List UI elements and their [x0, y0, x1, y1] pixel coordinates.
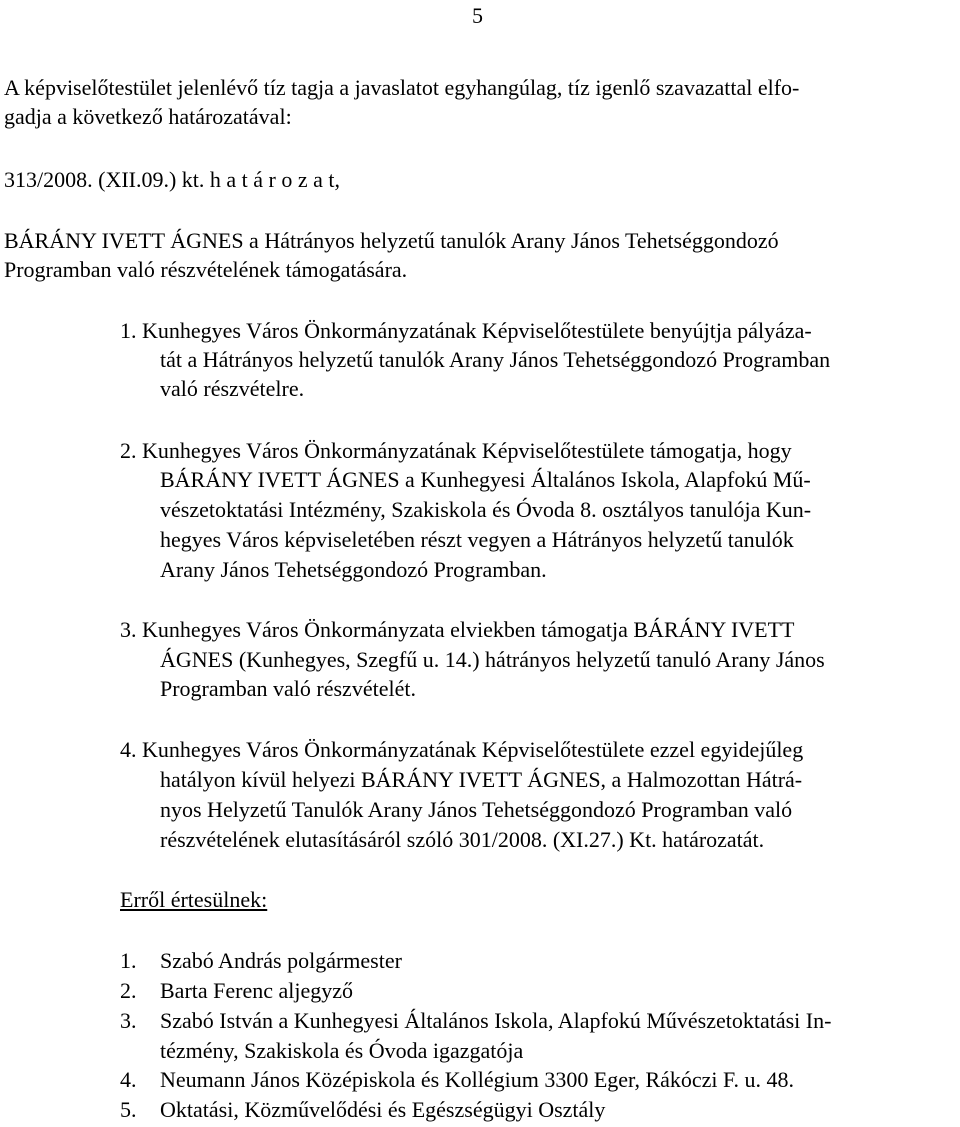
- item-3-line-2: ÁGNES (Kunhegyes, Szegfű u. 14.) hátrányos helyzetű tanuló Arany János: [160, 647, 825, 672]
- item-4-line-1: 4. Kunhegyes Város Önkormányzatának Képviselőtestülete ezzel egyidejűleg: [120, 737, 804, 762]
- recipient-2-text: Barta Ferenc aljegyző: [160, 978, 354, 1003]
- item-2-line-3: vészetoktatási Intézmény, Szakiskola és Óvoda 8. osztályos tanulója Kun-: [160, 497, 812, 522]
- recipient-1-number: 1.: [120, 948, 137, 973]
- recipient-5-number: 5.: [120, 1097, 137, 1122]
- recipient-1-text: Szabó András polgármester: [160, 948, 402, 973]
- subject-line-2: Programban való részvételének támogatására.: [4, 257, 408, 282]
- item-4-line-3: nyos Helyzetű Tanulók Arany János Tehetséggondozó Programban való: [160, 797, 793, 822]
- recipient-3-text-line-1: Szabó István a Kunhegyesi Általános Iskola, Alapfokú Művészetoktatási In-: [160, 1008, 832, 1033]
- item-1-line-2: tát a Hátrányos helyzetű tanulók Arany János Tehetséggondozó Programban: [160, 347, 831, 372]
- intro-line-1: [4, 73, 954, 103]
- page-number: 5: [472, 3, 483, 28]
- item-2-line-1: 2. Kunhegyes Város Önkormányzatának Képviselőtestülete támogatja, hogy: [120, 438, 792, 463]
- recipient-3-number: 3.: [120, 1008, 137, 1033]
- recipient-5-text: Oktatási, Közművelődési és Egészségügyi Osztály: [160, 1097, 606, 1122]
- item-1-line-1: 1. Kunhegyes Város Önkormányzatának Képviselőtestülete benyújtja pályáza-: [120, 318, 812, 343]
- item-4-line-4: részvételének elutasításáról szóló 301/2008. (XI.27.) Kt. határozatát.: [160, 827, 765, 852]
- notify-heading: [120, 885, 267, 915]
- notify-heading-text: Erről értesülnek:: [120, 887, 268, 912]
- subject-line-1: BÁRÁNY IVETT ÁGNES a Hátrányos helyzetű tanulók Arany János Tehetséggondozó: [4, 228, 779, 253]
- resolution-reference: 313/2008. (XII.09.) kt. h a t á r o z a t,: [4, 167, 341, 192]
- recipient-2-number: 2.: [120, 978, 137, 1003]
- recipient-3-text-line-2: tézmény, Szakiskola és Óvoda igazgatója: [160, 1038, 524, 1063]
- item-4-line-2: hatályon kívül helyezi BÁRÁNY IVETT ÁGNES, a Halmozottan Hátrá-: [160, 767, 803, 792]
- item-3-line-3: Programban való részvételét.: [160, 676, 416, 701]
- intro-line-1-text: A képviselőtestület jelenlévő tíz tagja a javaslatot egyhangúlag, tíz igenlő szavazattal elfo-: [4, 75, 800, 100]
- recipient-4-text: Neumann János Középiskola és Kollégium 3300 Eger, Rákóczi F. u. 48.: [160, 1067, 795, 1092]
- recipient-4-number: 4.: [120, 1067, 137, 1092]
- intro-line-2: gadja a következő határozatával:: [4, 104, 292, 129]
- item-2-line-2: BÁRÁNY IVETT ÁGNES a Kunhegyesi Általános Iskola, Alapfokú Mű-: [160, 467, 811, 492]
- item-1-line-3: való részvételre.: [160, 376, 305, 401]
- item-2-line-5: Arany János Tehetséggondozó Programban.: [160, 557, 547, 582]
- item-2-line-4: hegyes Város képviseletében részt vegyen a Hátrányos helyzetű tanulók: [160, 527, 794, 552]
- item-3-line-1: 3. Kunhegyes Város Önkormányzata elviekben támogatja BÁRÁNY IVETT: [120, 617, 795, 642]
